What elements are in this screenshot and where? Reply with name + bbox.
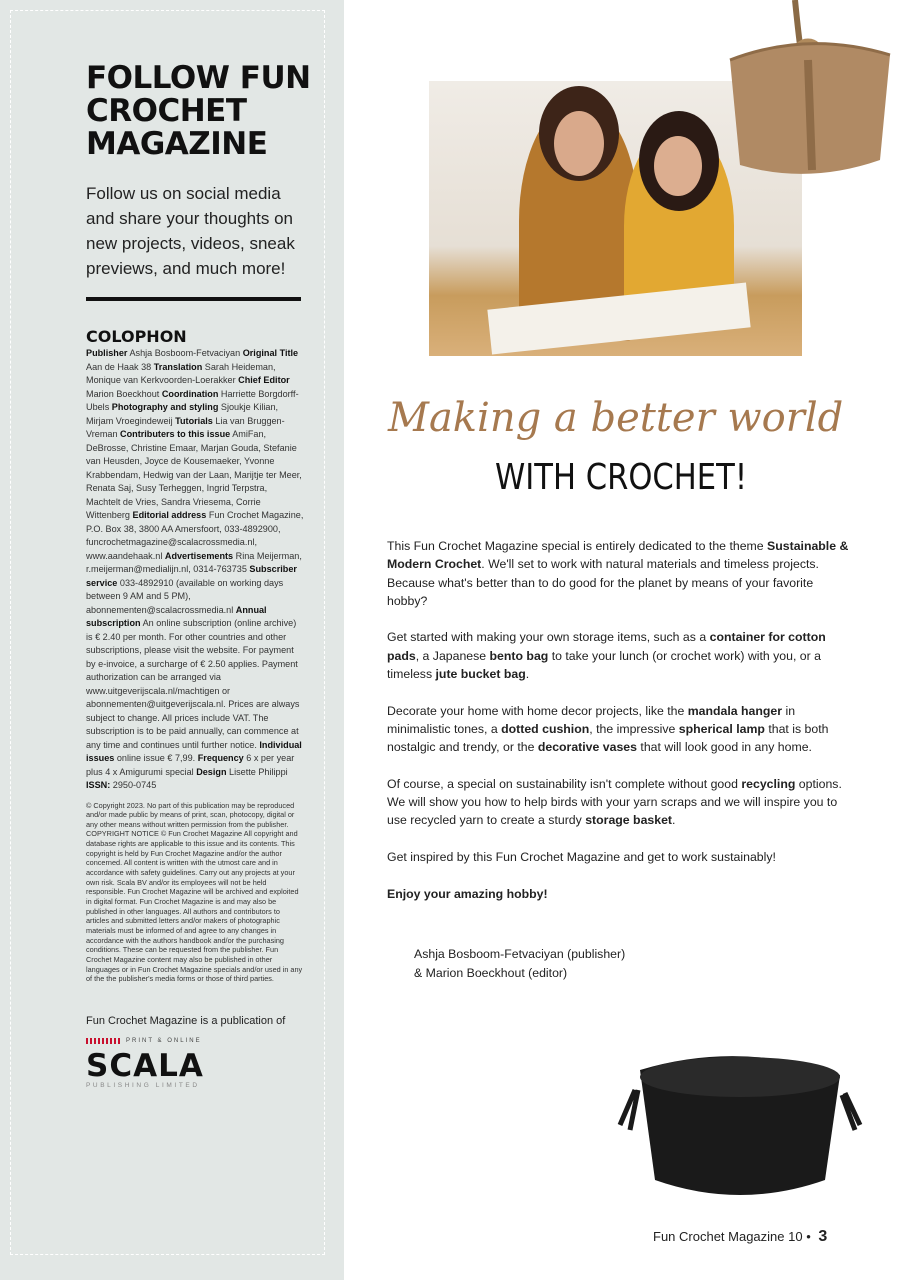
colophon-label: Translation bbox=[153, 361, 203, 372]
colophon-label: Editorial address bbox=[132, 510, 207, 520]
signature-editor: & Marion Boeckhout (editor) bbox=[414, 965, 568, 980]
colophon-label: ISSN: bbox=[86, 780, 111, 790]
colophon-value: Sarah Heideman, Monique van Kerkvoorden-Loerakker bbox=[86, 361, 276, 385]
colophon-label: Advertisements bbox=[164, 550, 234, 561]
paragraph-text: Get started with making your own storage items, such as a bbox=[387, 630, 710, 645]
colophon-label: Tutorials bbox=[175, 415, 213, 426]
highlight-text: decorative vases bbox=[537, 740, 637, 755]
script-title: Making a better world bbox=[388, 395, 844, 441]
paragraph-text: to take your lunch (or crochet work) with you, or a timeless bbox=[387, 648, 821, 682]
paragraph-text: , the impressive bbox=[589, 721, 679, 736]
colophon-label: Publisher bbox=[86, 348, 128, 358]
colophon-label: Contributers to this issue bbox=[120, 429, 231, 439]
colophon-value: Ashja Bosboom-Fetvaciyan bbox=[127, 348, 243, 358]
paragraph-text: Of course, a special on sustainability isn't complete without good bbox=[387, 776, 742, 791]
black-basket-image bbox=[590, 1040, 890, 1205]
signature-publisher: Ashja Bosboom-Fetvaciyan (publisher) bbox=[414, 946, 626, 961]
colophon-value: Lia van Bruggen-Vreman bbox=[86, 415, 285, 439]
sidebar bbox=[0, 0, 344, 1280]
colophon-label: Original Title bbox=[242, 348, 299, 358]
paragraph-text: that will look good in any home. bbox=[636, 740, 812, 755]
colophon-value: AmiFan, DeBrosse, Christine Emaar, Marjan Gouda, Stefanie van Heusden, Joyce de Kousemaeker, Yvonne Krabbendam, Hedwig van der Laan, Marijtje ter Meer, Renata Saj, Susy Terheggen, Ingrid Terpstra, Machtelt de Vries, Sandra Vriesema, Corrie Wittenberg bbox=[86, 429, 302, 520]
main-title: WITH CROCHET! bbox=[495, 457, 748, 498]
scala-logo bbox=[86, 1032, 304, 1089]
paragraph-text: Decorate your home with home decor projects, like the bbox=[387, 703, 688, 718]
colophon-label: Design bbox=[196, 766, 227, 777]
colophon-value: Harriette Borgdorff-Ubels bbox=[86, 388, 299, 412]
paragraph-text: in minimalistic tones, a bbox=[387, 703, 796, 736]
colophon-label: Subscriber service bbox=[86, 564, 297, 588]
paragraph-text: that is both nostalgic and trendy, or the bbox=[387, 721, 829, 755]
page-footer bbox=[653, 1228, 827, 1246]
paragraph-text: options. We will show you how to help birds with your yarn scraps and we will inspire you to use recycled yarn to create a sturdy bbox=[387, 776, 842, 828]
article bbox=[387, 537, 849, 983]
colophon-text bbox=[86, 347, 304, 793]
logo-name: SCALA bbox=[86, 1047, 204, 1084]
sidebar-content bbox=[86, 60, 311, 1089]
signature bbox=[414, 945, 849, 983]
article-paragraph bbox=[387, 885, 849, 903]
colophon-title: COLOPHON bbox=[86, 327, 187, 346]
highlight-text: dotted cushion bbox=[501, 721, 590, 736]
highlight-text: jute bucket bag bbox=[435, 667, 526, 682]
colophon-label: Chief Editor bbox=[238, 375, 290, 385]
article-paragraph bbox=[387, 775, 849, 830]
paragraph-text: . bbox=[672, 813, 676, 828]
paragraph-text: . We'll set to work with natural materials and timeless projects. Because what's better than to do good for the planet by means of your favorite hobby? bbox=[387, 557, 819, 608]
page-number: 3 bbox=[818, 1228, 828, 1245]
colophon-value: 6 x per year plus 4 x Amigurumi special bbox=[86, 753, 295, 777]
colophon-value: Marion Boeckhout bbox=[86, 388, 162, 399]
paragraph-text: This Fun Crochet Magazine special is entirely dedicated to the theme bbox=[387, 539, 768, 553]
highlight-text: storage basket bbox=[585, 813, 673, 828]
copyright-text: © Copyright 2023. No part of this publication may be reproduced and/or made public by means of print, scan, photocopy, digital or any other means without written permission from the publisher. COPYRIGHT NOTICE © Fun Crochet Magazine All copyright and database rights are applicable to this issue and its contents. This copyright is held by Fun Crochet Magazine and/or the author concerned. All content is written with the utmost care and in accordance with safety guidelines. Carry out any projects at your own risk. Scala BV and/or its employees will not be held responsible. Fun Crochet Magazine will be archived and exploited in digital format. Fun Crochet Magazine is and may also be published in other languages. All authors and contributors to articles and submitted letters and/or makers of photographic materials must be informed of and agree to any changes in accordance with the authors handbook and/or the purchasing conditions. These can be requested from the publisher. Fun Crochet Magazine content may also be published in other languages or in Fun Crochet Magazine specials and/or used in any of the the publisher's media forms or those of third parties. bbox=[86, 800, 303, 984]
highlight-text: bento bag bbox=[489, 648, 549, 663]
article-paragraph bbox=[387, 537, 849, 610]
colophon-value: 2950-0745 bbox=[110, 780, 157, 790]
footer-bullet: • bbox=[806, 1229, 811, 1244]
paragraph-text: Get inspired by this Fun Crochet Magazine and get to work sustainably! bbox=[387, 850, 776, 865]
follow-intro: Follow us on social media and share your thoughts on new projects, videos, sneak previews, and much more! bbox=[86, 184, 295, 278]
paragraph-text: , a Japanese bbox=[415, 648, 490, 663]
article-paragraph bbox=[387, 628, 849, 683]
follow-title: FOLLOW FUN CROCHET MAGAZINE bbox=[86, 60, 311, 162]
colophon-label: Coordination bbox=[161, 388, 219, 399]
colophon-label: Annual subscription bbox=[86, 604, 267, 628]
divider bbox=[86, 297, 301, 301]
colophon-value: online issue € 7,99. bbox=[114, 753, 198, 763]
highlight-text: recycling bbox=[741, 776, 796, 791]
colophon-value: An online subscription (online archive) is € 2.40 per month. For other countries and other subscriptions, please visit the website. For payment by e-invoice, a surcharge of € 2.50 applies. Payment authorization can be arranged via www.uitgeverijscala.nl/machtigen or abonnementen@uitgeverijscala.nl. Prices are always subject to change. All prices include VAT. The subscription is to be paid annually, can commence at any time and continues until further notice. bbox=[86, 618, 300, 750]
colophon-value: Lisette Philippi bbox=[226, 766, 288, 777]
article-paragraph bbox=[387, 702, 849, 757]
highlight-text: spherical lamp bbox=[678, 721, 765, 736]
highlight-text: Enjoy your amazing hobby! bbox=[387, 886, 548, 901]
logo-bars bbox=[86, 1038, 122, 1044]
logo-sub: PUBLISHING LIMITED bbox=[86, 1081, 200, 1089]
highlight-text: mandala hanger bbox=[687, 703, 783, 718]
footer-magazine: Fun Crochet Magazine 10 bbox=[653, 1229, 803, 1244]
colophon-value: Sjoukje Kilian, Mirjam Vroegindeweij bbox=[86, 402, 279, 426]
colophon-value: Rina Meijerman, r.meijerman@medialijn.nl, 0314-763735 bbox=[86, 550, 302, 574]
colophon-value: Aan de Haak 38 bbox=[86, 361, 154, 372]
article-body bbox=[387, 537, 849, 903]
highlight-text: Sustainable & Modern Crochet bbox=[387, 539, 849, 572]
logo-tagline: PRINT & ONLINE bbox=[126, 1037, 202, 1044]
colophon-value: Fun Crochet Magazine, P.O. Box 38, 3800 AA Amersfoort, 033-4892900, funcrochetmagazine@scalacrossmedia.nl, www.aandehaak.nl bbox=[86, 510, 304, 561]
highlight-text: container for cotton pads bbox=[387, 630, 826, 663]
colophon-value: 033-4892910 (available on working days between 9 AM and 5 PM), abonnementen@scalacrossmedia.nl bbox=[86, 577, 284, 615]
colophon-label: Photography and styling bbox=[111, 402, 219, 412]
colophon-label: Individual issues bbox=[86, 739, 302, 763]
publication-of: Fun Crochet Magazine is a publication of bbox=[86, 1014, 286, 1027]
colophon-label: Frequency bbox=[197, 753, 244, 763]
paragraph-text: . bbox=[525, 667, 530, 682]
jute-basket-image bbox=[720, 0, 895, 180]
article-paragraph bbox=[387, 848, 849, 866]
